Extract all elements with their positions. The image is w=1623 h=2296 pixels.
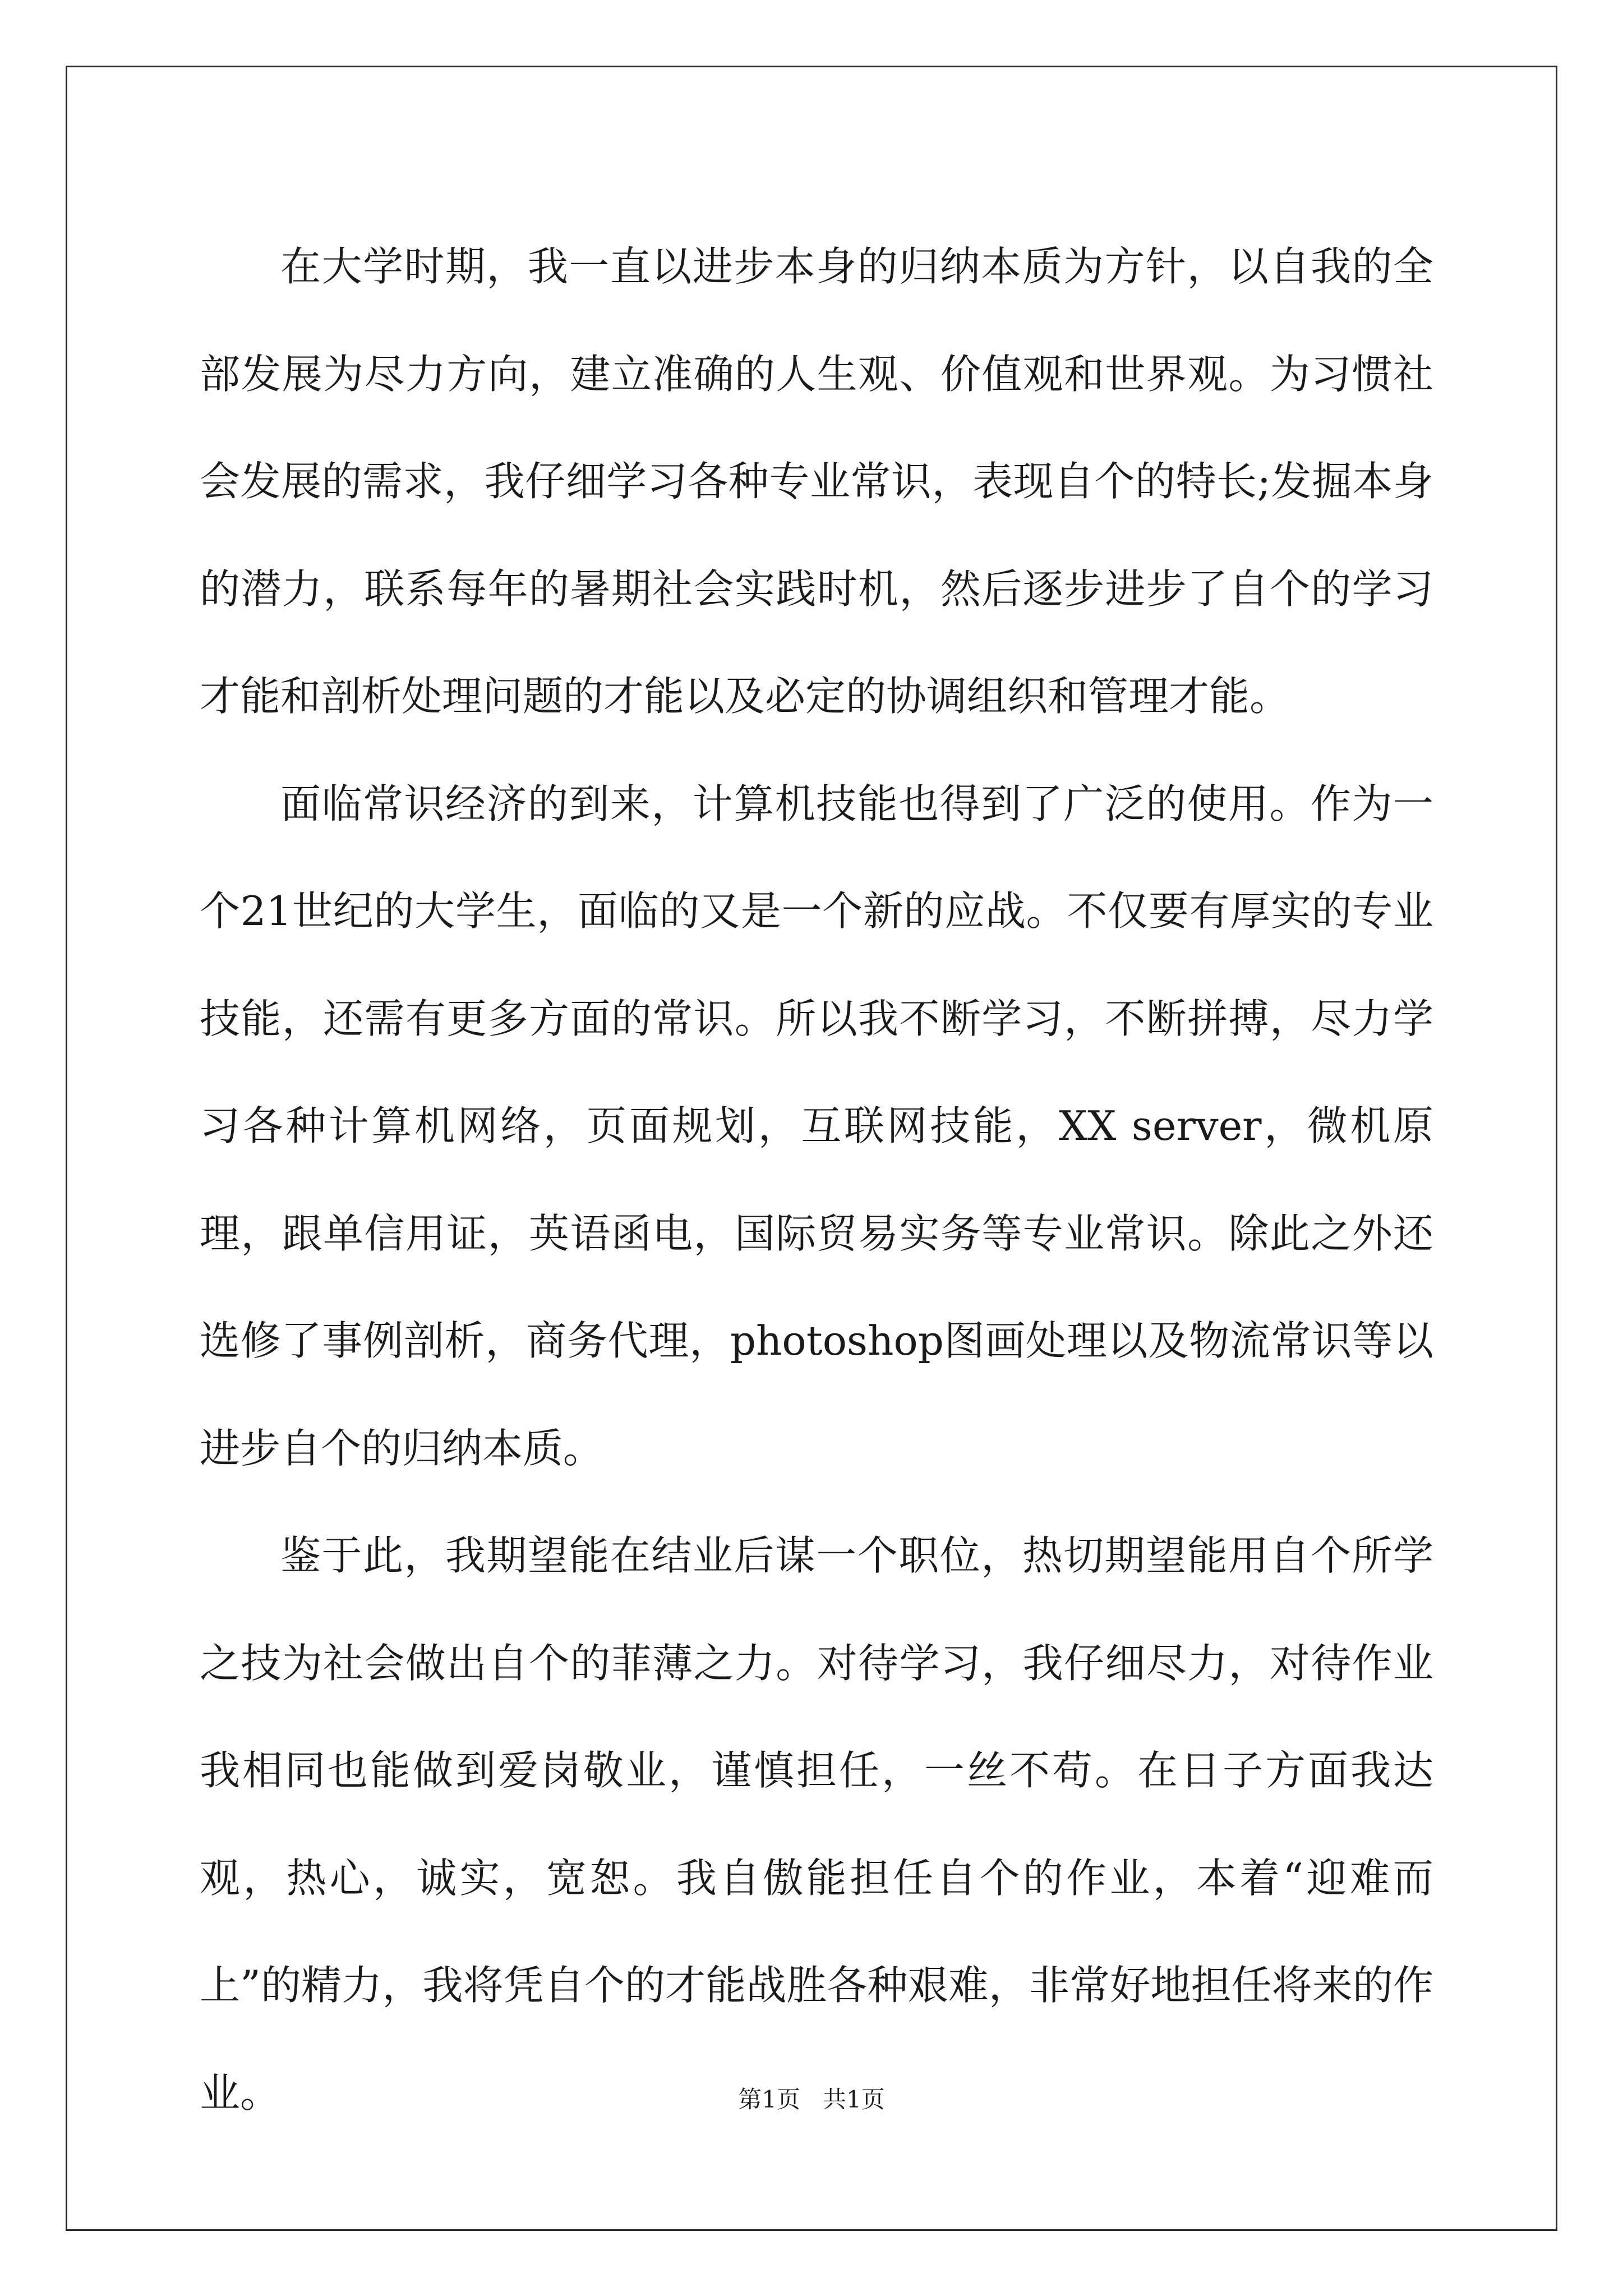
document-body bbox=[200, 213, 1433, 2147]
paragraph-1: 在大学时期，我一直以进步本身的归纳本质为方针，以自我的全部发展为尽力方向，建立准确的人生观、价值观和世界观。为习惯社会发展的需求，我仔细学习各种专业常识，表现自个的特长;发掘本身的潜力，联系每年的暑期社会实践时机，然后逐步进步了自个的学习才能和剖析处理问题的才能以及必定的协调组织和管理才能。 bbox=[200, 243, 1433, 720]
paragraph-3: 鉴于此，我期望能在结业后谋一个职位，热切期望能用自个所学之技为社会做出自个的菲薄之力。对待学习，我仔细尽力，对待作业我相同也能做到爱岗敬业，谨慎担任，一丝不苟。在日子方面我达观，热心，诚实，宽恕。我自傲能担任自个的作业，本着“迎难而上”的精力，我将凭自个的才能战胜各种艰难，非常好地担任将来的作业。 bbox=[200, 1532, 1433, 2116]
page-number-current: 第1页 bbox=[738, 2086, 800, 2113]
page-footer bbox=[0, 2081, 1623, 2115]
page-number-total: 共1页 bbox=[823, 2086, 885, 2113]
paragraph-2: 面临常识经济的到来，计算机技能也得到了广泛的使用。作为一个21世纪的大学生，面临的又是一个新的应战。不仅要有厚实的专业技能，还需有更多方面的常识。所以我不断学习，不断拼搏，尽力学习各种计算机网络，页面规划，互联网技能，XX server，微机原理，跟单信用证，英语函电，国际贸易实务等专业常识。除此之外还选修了事例剖析，商务代理，photoshop图画处理以及物流常识等以进步自个的归纳本质。 bbox=[200, 780, 1433, 1472]
